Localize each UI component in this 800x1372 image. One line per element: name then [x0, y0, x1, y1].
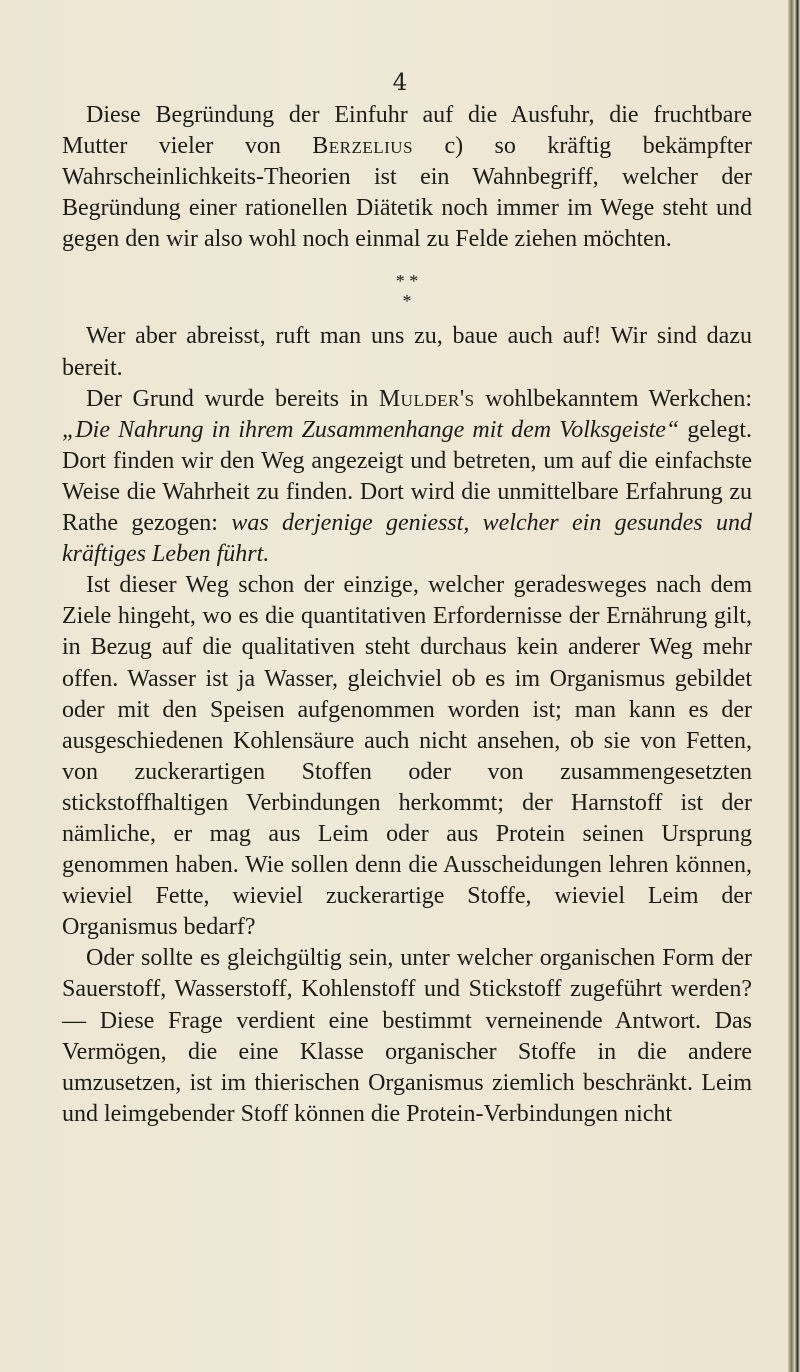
section-separator: * * *	[395, 271, 419, 312]
book-title: „Die Nahrung in ihrem Zusammenhange mit dem Volksgeiste“	[62, 416, 680, 443]
page-edge	[788, 0, 800, 1372]
paragraph-5: Oder sollte es gleichgültig sein, unter welcher organischen Form der Sauerstoff, Wasserstoff, Kohlenstoff und Stickstoff zugeführt werden? — Diese Frage verdient eine bestimmt verneinende Antwort. Das Vermögen, die eine Klasse organischer Stoffe in die andere umzusetzen, ist im thierischen Organismus ziemlich beschränkt. Leim und leimgebender Stoff können die Protein-Verbindungen nicht	[62, 945, 752, 1127]
paragraph-4: Ist dieser Weg schon der einzige, welcher geradesweges nach dem Ziele hingeht, wo es die quantitativen Erfordernisse der Ernährung gilt, in Bezug auf die qualitativen steht durchaus kein anderer Weg mehr offen. Wasser ist ja Wasser, gleichviel ob es im Organismus gebildet oder mit den Speisen aufgenommen worden ist; man kann es der ausgeschiedenen Kohlensäure auch nicht ansehen, ob sie von Fetten, von zuckerartigen Stoffen oder von zusammengesetzten stickstoffhaltigen Verbindungen herkommt; der Harnstoff ist der nämliche, er mag aus Leim oder aus Protein seinen Ursprung genommen haben. Wie sollen denn die Ausscheidungen lehren können, wieviel Fette, wieviel zuckerartige Stoffe, wieviel Leim der Organismus bedarf?	[62, 572, 752, 941]
author-name: Berzelius	[312, 133, 414, 160]
paragraph-3: Der Grund wurde bereits in Mulder's wohlbekanntem Werkchen: „Die Nahrung in ihrem Zusammenhange mit dem Volksgeiste“ gelegt. Dort finden wir den Weg angezeigt und betreten, um auf die einfachste Weise die Wahrheit zu finden. Dort wird die unmittelbare Erfahrung zu Rathe gezogen: was derjenige geniesst, welcher ein gesundes und kräftiges Leben führt.	[62, 385, 752, 568]
author-name: Mulder's	[378, 385, 475, 412]
emphasized-text: was derjenige geniesst, welcher ein gesundes und kräftiges Leben führt.	[62, 510, 752, 568]
body-text	[62, 100, 752, 1130]
paragraph-2: Wer aber abreisst, ruft man uns zu, baue auch auf! Wir sind dazu bereit.	[62, 323, 752, 381]
page-number: 4	[392, 70, 408, 96]
paragraph-1: Diese Begründung der Einfuhr auf die Ausfuhr, die fruchtbare Mutter vieler von Berzelius c) so kräftig bekämpfter Wahrscheinlichkeits-Theorien ist ein Wahnbegriff, welcher der Begründung einer rationellen Diätetik noch immer im Wege steht und gegen den wir also wohl noch einmal zu Felde ziehen möchten.	[62, 102, 753, 253]
